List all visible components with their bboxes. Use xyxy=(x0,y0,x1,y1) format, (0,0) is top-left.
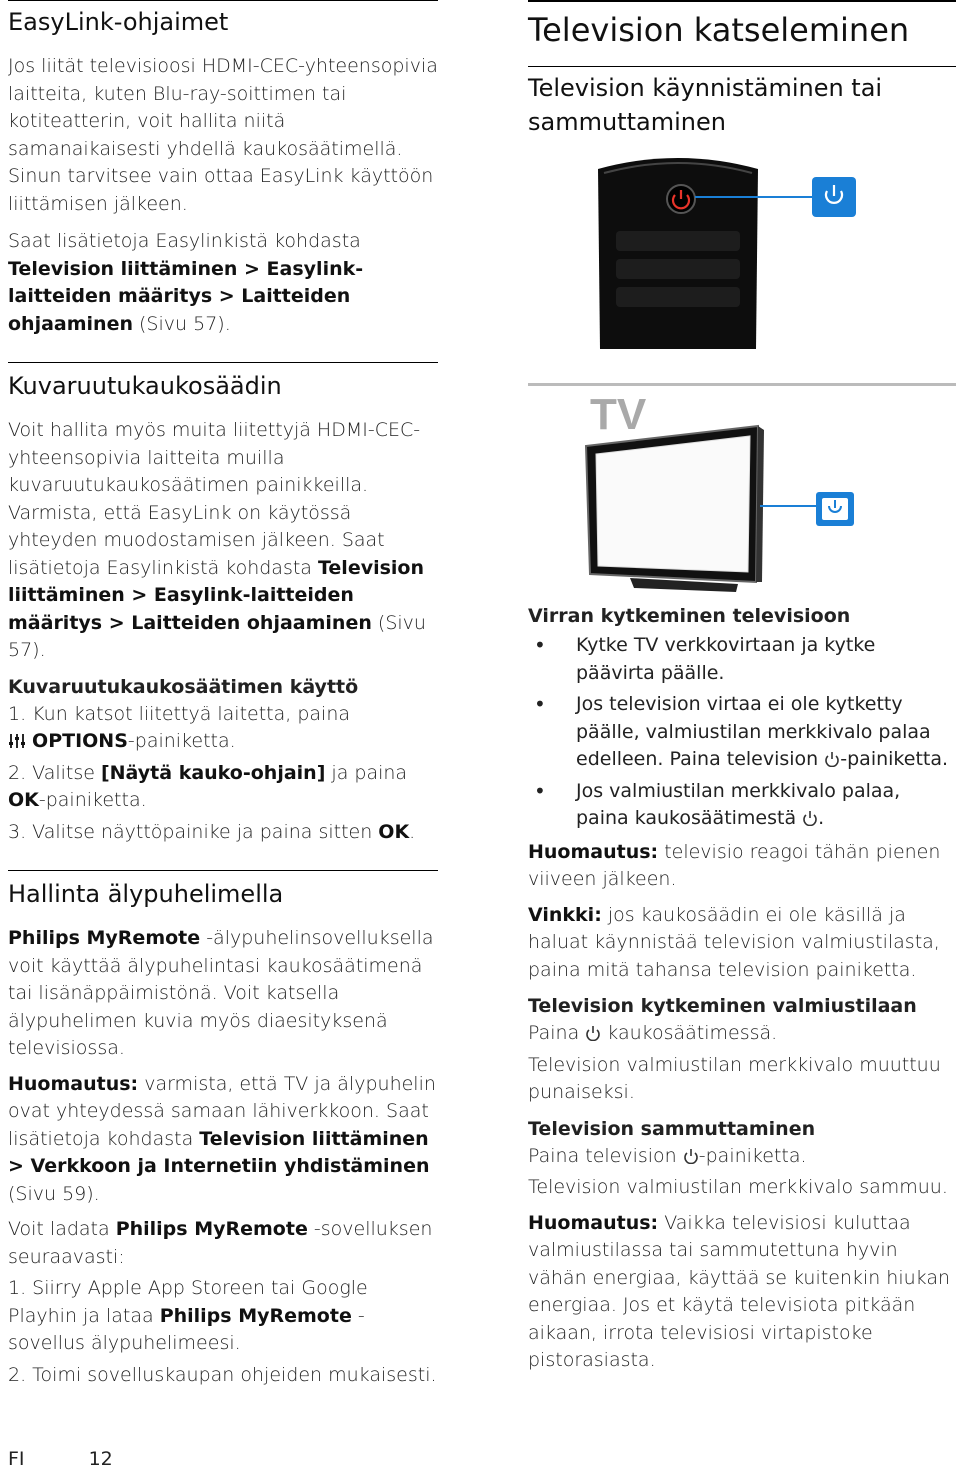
tv-illustration xyxy=(528,386,956,606)
section-title: Television käynnistäminen tai sammuttaminen xyxy=(528,74,883,136)
step-1: 1. Kun katsot liitettyä laitetta, paina OPTIONS-painiketta. xyxy=(8,702,351,752)
paragraph: Voit hallita myös muita liitettyjä HDMI-CEC-yhteensopivia laitteita muilla kuvaruutukaukosäätimen painikkeilla. Varmista, että EasyLink on käytössä yhteyden muodostamisen jälkeen. Saat lisätietoja Easylinkistä kohdasta Television liittäminen > Easylink-laitteiden määritys > Laitteiden ohjaaminen (Sivu 57). xyxy=(8,419,426,661)
section-title: Hallinta älypuhelimella xyxy=(8,880,284,908)
subheading: Kuvaruutukaukosäätimen käyttö xyxy=(8,675,359,698)
section-smartphone xyxy=(8,870,438,1389)
note-paragraph: Huomautus: televisio reagoi tähän pienen viiveen jälkeen. xyxy=(528,840,941,890)
tv-label: TV xyxy=(590,390,647,439)
options-icon xyxy=(8,730,26,746)
paragraph: Television valmiustilan merkkivalo muuttuu punaiseksi. xyxy=(528,1053,941,1103)
note-paragraph: Huomautus: varmista, että TV ja älypuhelin ovat yhteydessä samaan lähiverkkoon. Saat lisätietoja kohdasta Television liittäminen > Verkkoon ja Internetiin yhdistäminen (Sivu 59). xyxy=(8,1072,436,1205)
section-title: EasyLink-ohjaimet xyxy=(8,8,229,36)
section-easylink xyxy=(8,0,438,338)
section-title: Kuvaruutukaukosäädin xyxy=(8,372,282,400)
left-column xyxy=(8,0,438,1393)
step-1: 1. Siirry Apple App Storeen tai Google Playhin ja lataa Philips MyRemote -sovellus älypuhelimeesi. xyxy=(8,1277,368,1354)
reference-link[interactable]: Television liittäminen > Easylink-laitteiden määritys > Laitteiden ohjaaminen xyxy=(8,556,425,634)
reference-link[interactable]: Television liittäminen > Easylink-laitteiden määritys > Laitteiden ohjaaminen xyxy=(8,257,364,335)
paragraph: Saat lisätietoja Easylinkistä kohdasta Television liittäminen > Easylink-laitteiden määritys > Laitteiden ohjaaminen (Sivu 57). xyxy=(8,230,364,335)
step-2: 2. Valitse [Näytä kauko-ohjain] ja paina OK-painiketta. xyxy=(8,761,408,811)
tip-paragraph: Vinkki: jos kaukosäädin ei ole käsillä ja haluat käynnistää television valmiustilasta, paina mitä tahansa television painiketta. xyxy=(528,903,940,981)
paragraph: Paina kaukosäätimessä. xyxy=(528,1022,778,1044)
remote-control-image xyxy=(528,149,956,369)
section-divider xyxy=(528,0,956,2)
note-paragraph: Huomautus: Vaikka televisiosi kuluttaa valmiustilassa tai sammutettuna hyvin vähän energiaa, käyttää se kuitenkin hiukan energiaa. Jos et käytä televisiota pitkään aikaan, irrota televisiosi virtapistoke pistorasiasta. xyxy=(528,1211,951,1371)
reference-link[interactable]: Television liittäminen > Verkkoon ja Internetiin yhdistäminen xyxy=(8,1127,430,1177)
page-footer xyxy=(8,1448,113,1470)
step-3: 3. Valitse näyttöpainike ja paina sitten OK. xyxy=(8,820,416,843)
section-divider xyxy=(8,870,438,871)
remote-illustration xyxy=(528,149,956,369)
step-2: 2. Toimi sovelluskaupan ohjeiden mukaisesti. xyxy=(8,1363,437,1386)
power-icon xyxy=(802,807,818,823)
list-item: • Kytke TV verkkovirtaan ja kytke päävirta päälle. xyxy=(528,632,956,687)
paragraph: Philips MyRemote -älypuhelinsovelluksella voit käyttää älypuhelintasi kaukosäätimenä tai lisänäppäimistönä. Voit katsella älypuhelimen kuvia myös diaesityksenä televisiossa. xyxy=(8,927,434,1059)
paragraph: Paina television -painiketta. xyxy=(528,1144,807,1167)
bullet-list xyxy=(528,632,956,833)
section-onscreen-remote xyxy=(8,362,438,846)
section-divider xyxy=(8,362,438,363)
subheading: Television kytkeminen valmiustilaan xyxy=(528,995,917,1017)
list-item: • Jos television virtaa ei ole kytketty päälle, valmiustilan merkkivalo palaa edelleen. Paina television -painiketta. xyxy=(528,691,956,774)
paragraph: Jos liität televisioosi HDMI-CEC-yhteensopivia laitteita, kuten Blu-ray-soittimen tai kotiteatterin, voit hallita niitä samanaikaisesti yhdellä kaukosäätimellä. Sinun tarvitsee vain ottaa EasyLink käyttöön liittämisen jälkeen. xyxy=(8,55,438,215)
subheading: Virran kytkeminen televisioon xyxy=(528,605,851,627)
section-divider xyxy=(528,66,956,67)
page-title: Television katseleminen xyxy=(528,11,910,49)
subheading: Television sammuttaminen xyxy=(528,1117,816,1140)
power-icon xyxy=(585,1022,601,1038)
power-icon xyxy=(824,748,840,764)
power-callout-box xyxy=(812,177,856,217)
paragraph: Voit ladata Philips MyRemote -sovelluksen seuraavasti: xyxy=(8,1218,433,1268)
language-code: FI xyxy=(8,1448,25,1470)
power-icon xyxy=(683,1145,699,1161)
page-number: 12 xyxy=(88,1448,113,1470)
paragraph: Television valmiustilan merkkivalo sammuu. xyxy=(528,1176,948,1198)
section-divider xyxy=(8,0,438,1)
list-item: • Jos valmiustilan merkkivalo palaa, paina kaukosäätimestä . xyxy=(528,778,956,833)
right-column xyxy=(528,0,956,1383)
